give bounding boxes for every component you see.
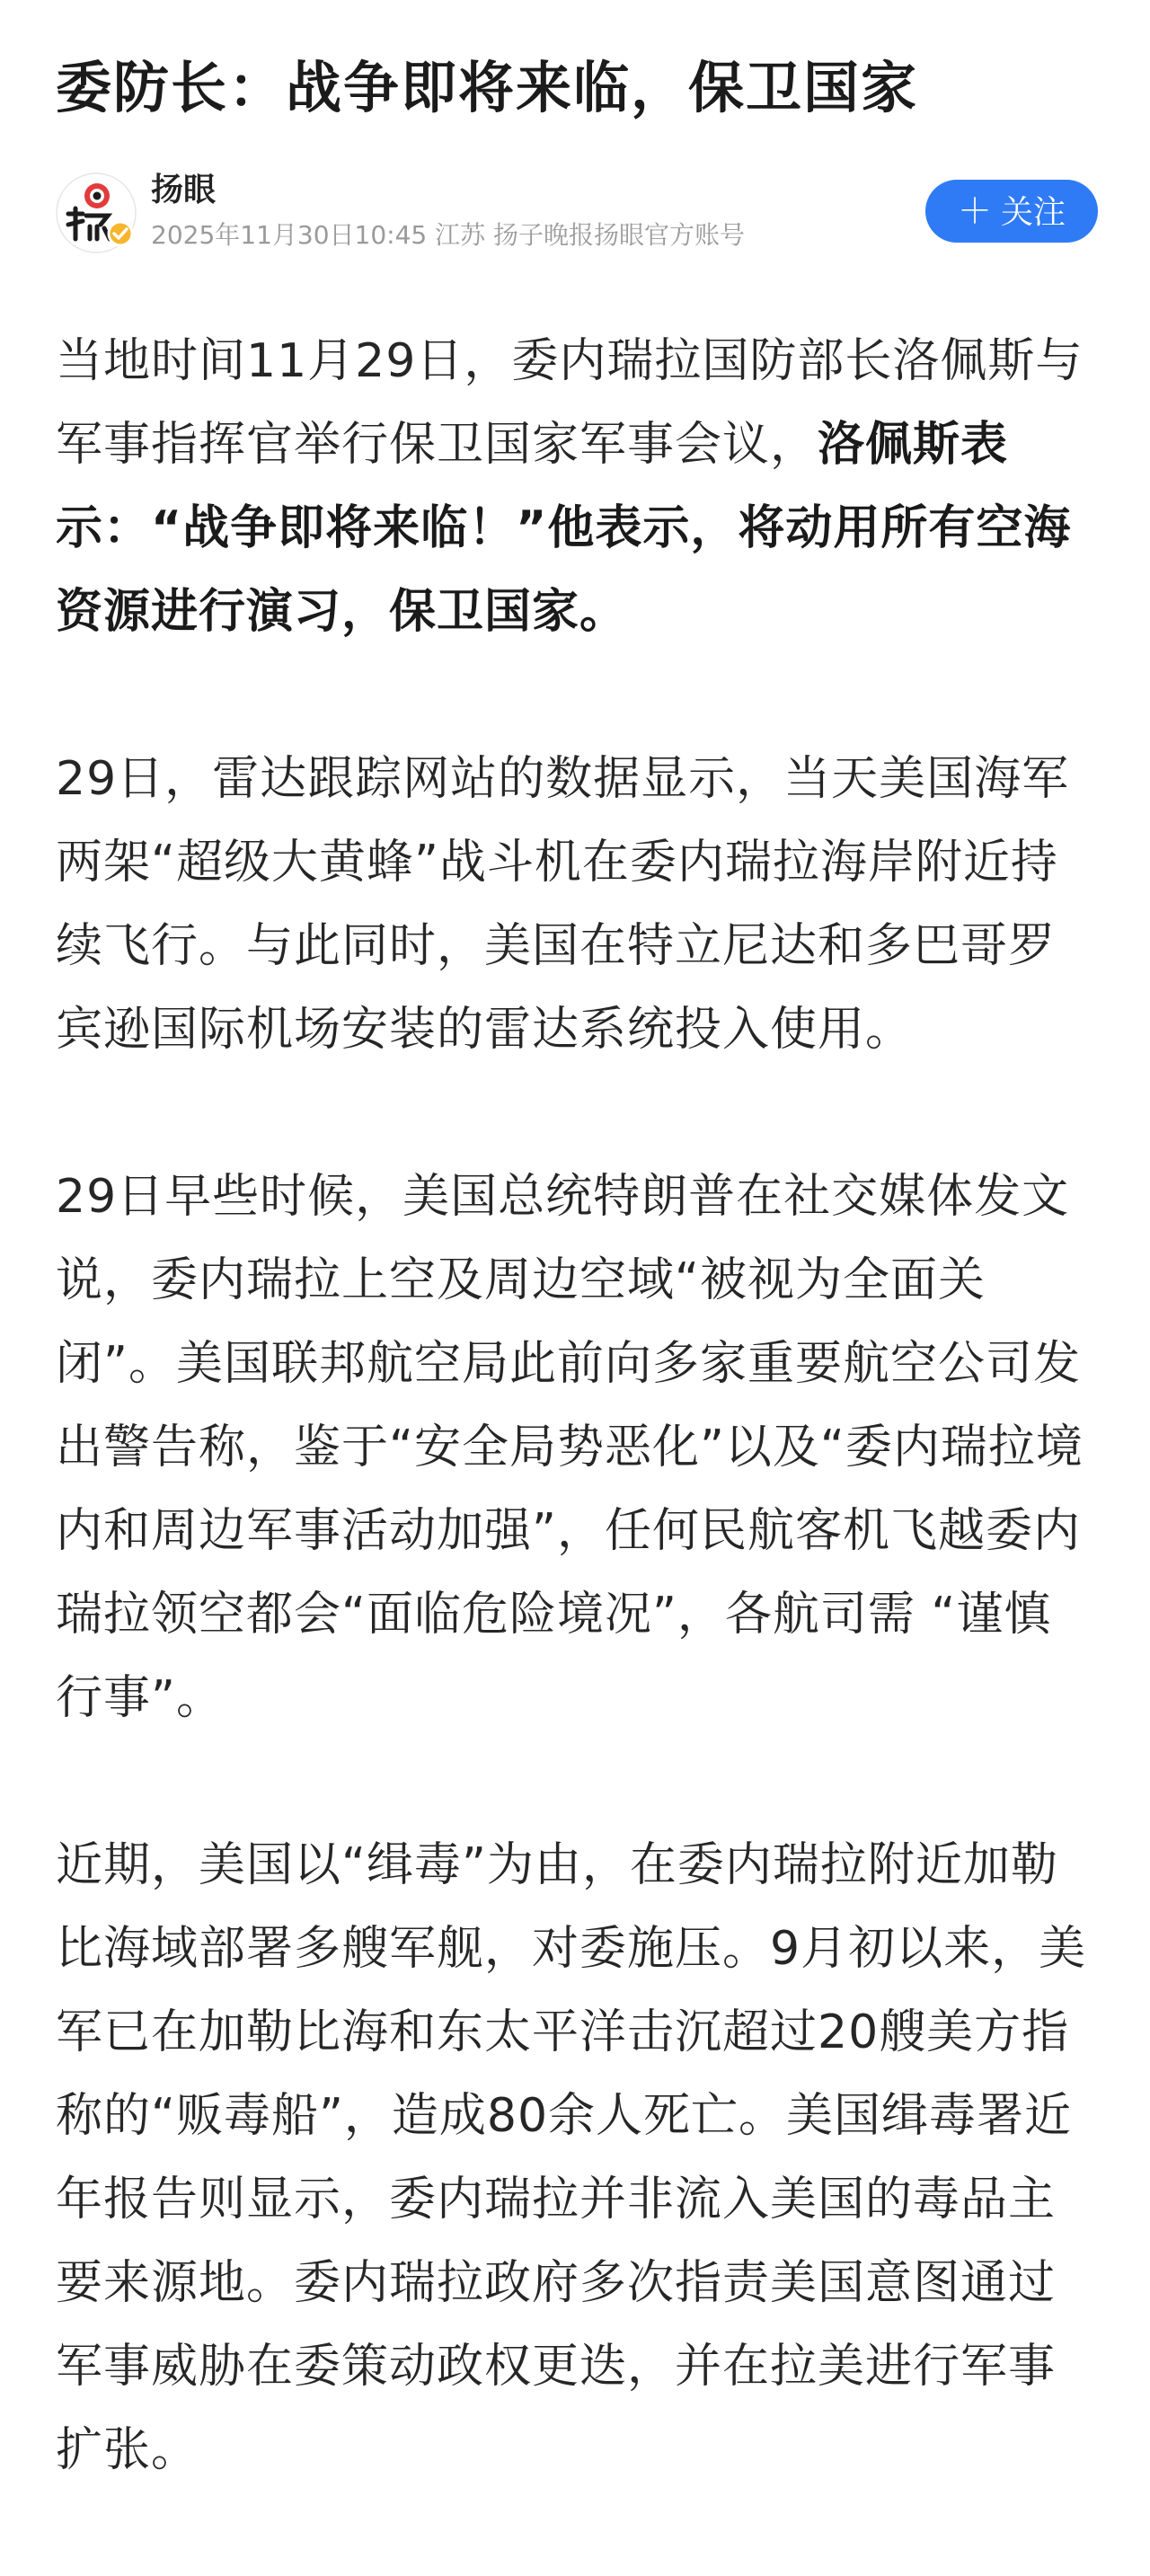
follow-label: 关注 xyxy=(1001,194,1066,231)
paragraph-bold-text: 洛佩斯表示：“战争即将来临！”他表示，将动用所有空海资源进行演习，保卫国家。 xyxy=(56,418,1072,639)
paragraph xyxy=(56,1155,1098,1740)
paragraph xyxy=(56,738,1098,1072)
article-title: 委防长：战争即将来临，保卫国家 xyxy=(56,55,919,120)
author-row xyxy=(56,167,1098,257)
paragraph-text: 29日早些时候，美国总统特朗普在社交媒体发文说，委内瑞拉上空及周边空域“被视为全面关闭”。美国联邦航空局此前向多家重要航空公司发出警告称，鉴于“安全局势恶化”以及“委内瑞拉境内和周边军事活动加强”，任何民航客机飞越委内瑞拉领空都会“面临危险境况”，各航司需 “谨慎行事”。 xyxy=(56,1170,1084,1725)
avatar-logo-icon xyxy=(56,173,137,253)
plus-icon: ＋ xyxy=(957,191,992,231)
article-body xyxy=(56,320,1098,2576)
paragraph xyxy=(56,1824,1098,2492)
paragraph-text: 近期，美国以“缉毒”为由，在委内瑞拉附近加勒比海域部署多艘军舰，对委施压。9月初以来，美军已在加勒比海和东太平洋击沉超过20艘美方指称的“贩毒船”，造成80余人死亡。美国缉毒署近年报告则显示，委内瑞拉并非流入美国的毒品主要来源地。委内瑞拉政府多次指责美国意图通过军事威胁在委策动政权更迭，并在拉美进行军事扩张。 xyxy=(56,1838,1087,2477)
follow-button[interactable] xyxy=(925,180,1098,243)
paragraph-text: 29日，雷达跟踪网站的数据显示，当天美国海军两架“超级大黄蜂”战斗机在委内瑞拉海岸附近持续飞行。与此同时，美国在特立尼达和多巴哥罗宾逊国际机场安装的雷达系统投入使用。 xyxy=(56,752,1070,1057)
paragraph xyxy=(56,320,1098,654)
author-name[interactable]: 扬眼 xyxy=(151,172,217,208)
verified-badge-icon xyxy=(109,222,132,245)
paragraph-text: 当地时间11月29日，委内瑞拉国防部长洛佩斯与军事指挥官举行保卫国家军事会议， xyxy=(56,334,1084,472)
author-meta: 2025年11月30日10:45 江苏 扬子晚报扬眼官方账号 xyxy=(151,220,746,250)
author-avatar[interactable] xyxy=(56,173,137,253)
